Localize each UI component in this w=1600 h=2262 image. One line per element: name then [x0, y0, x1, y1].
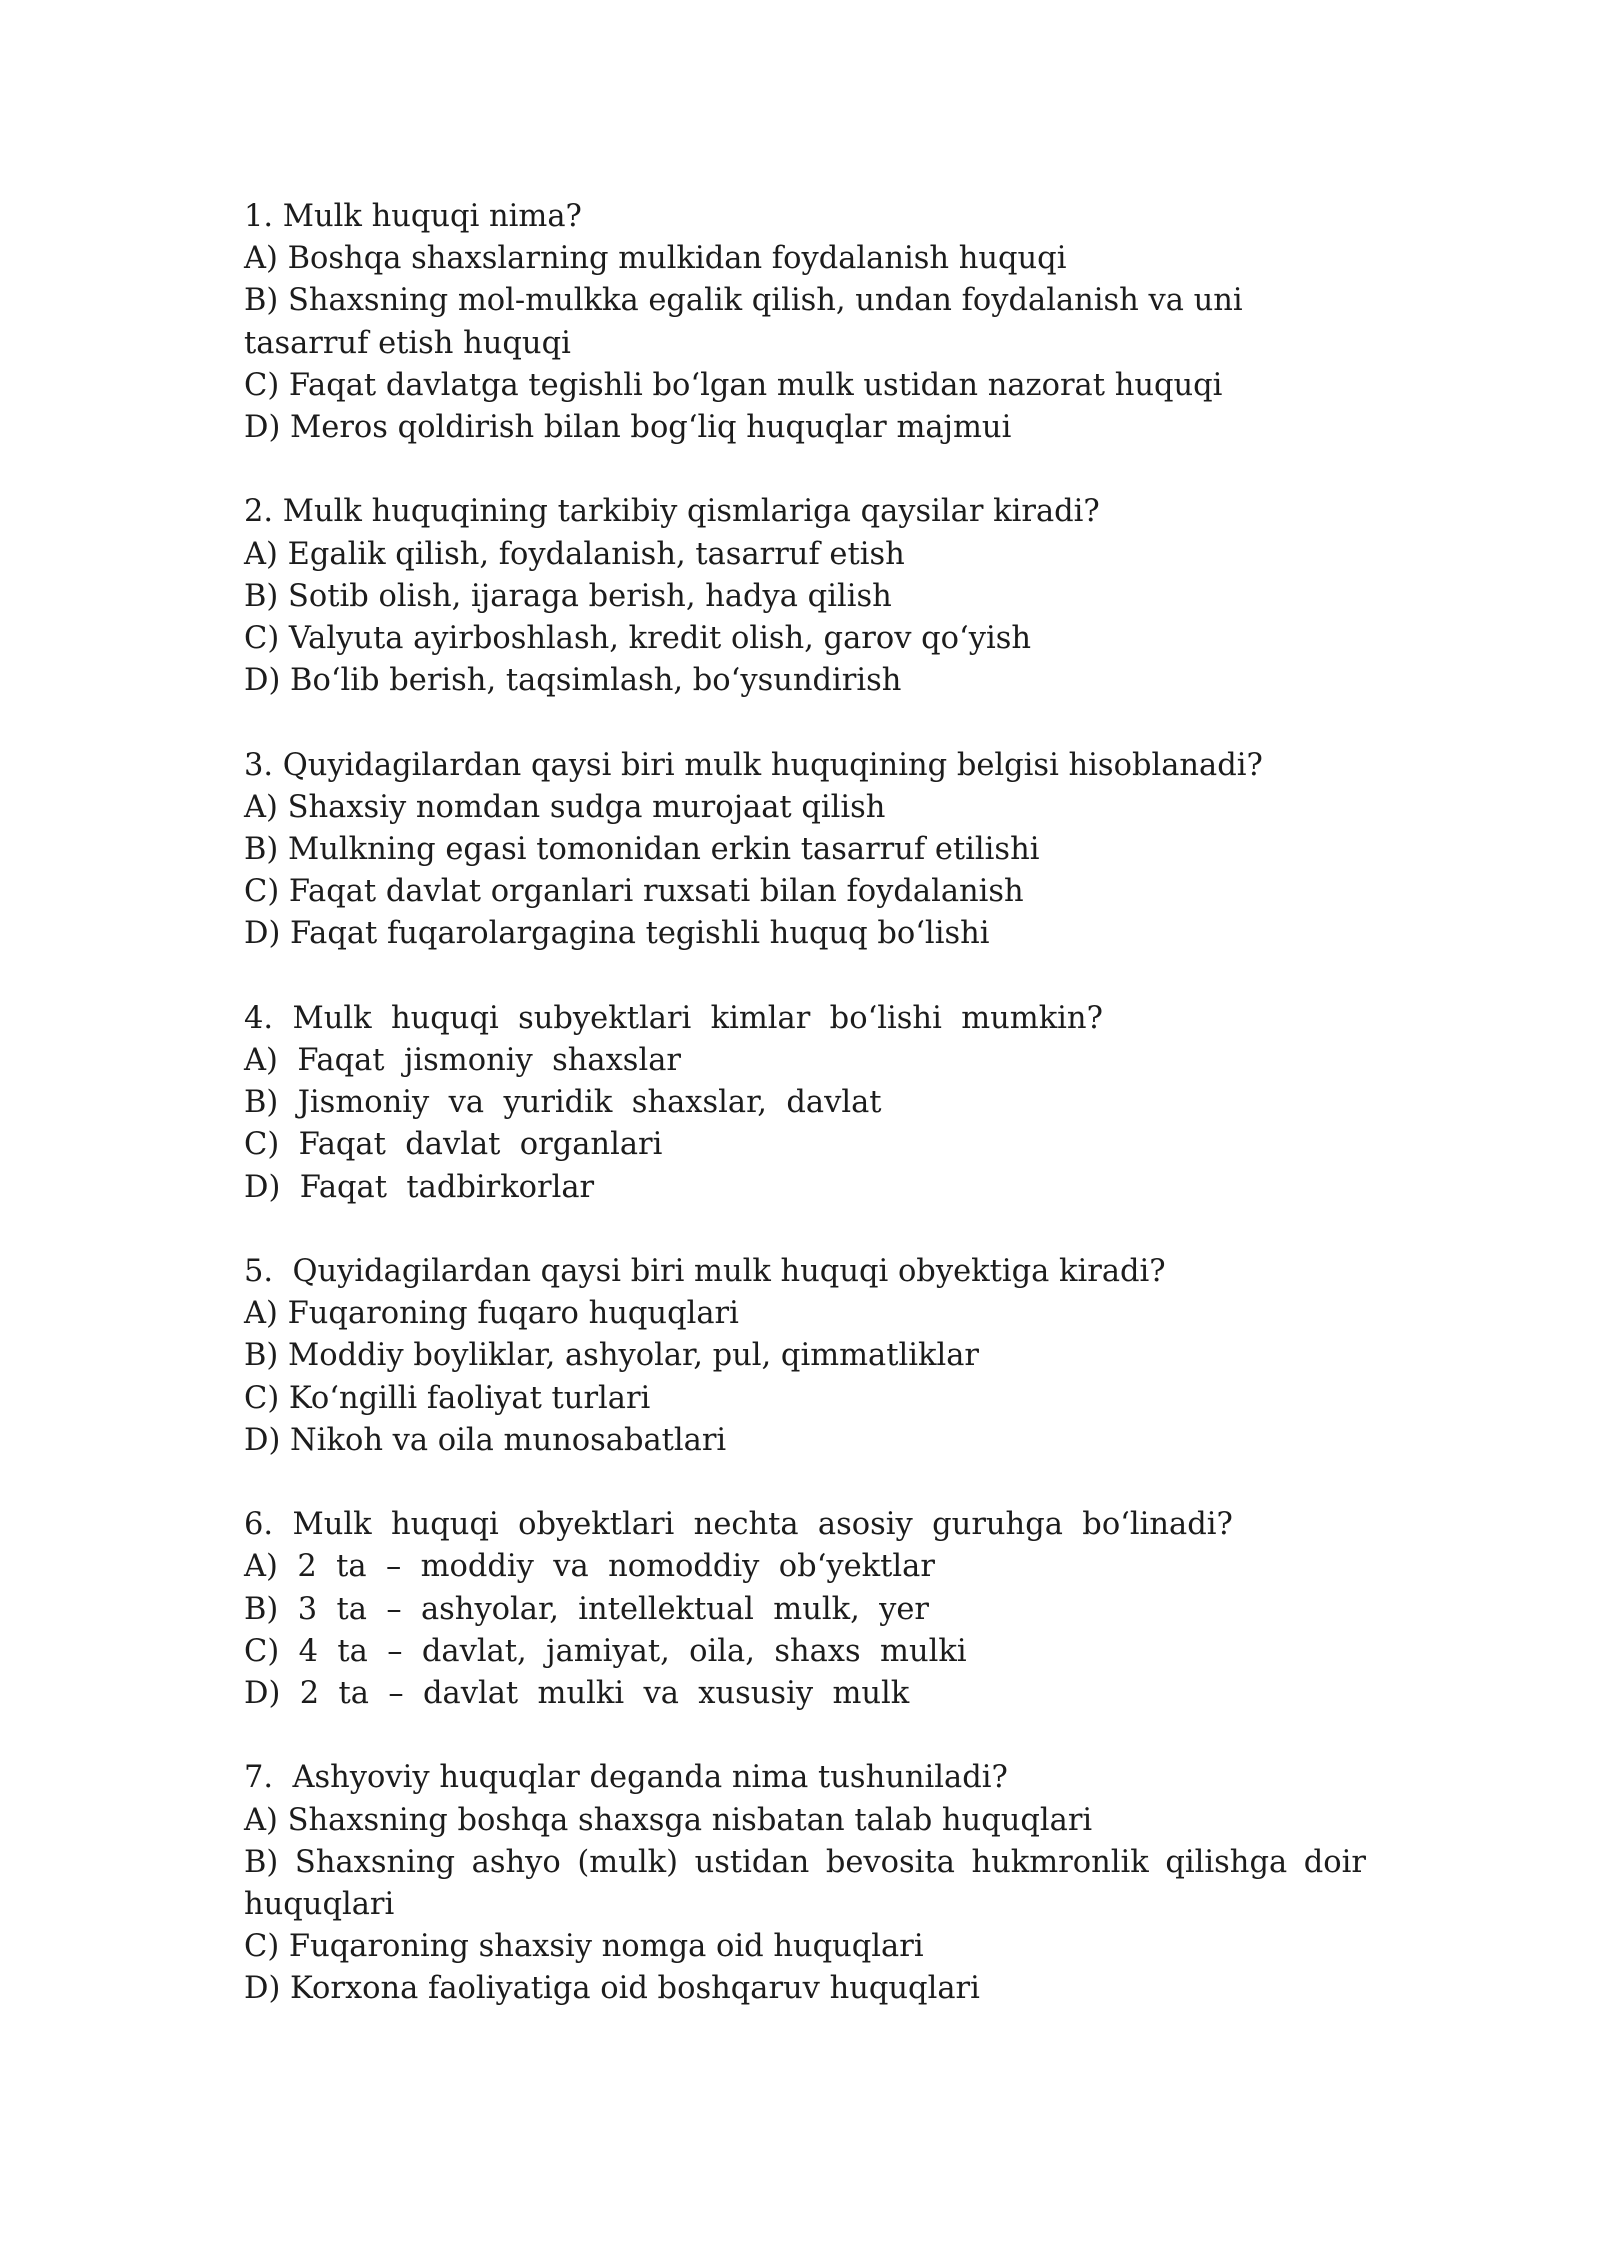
answer-option-b: B) Shaxsning mol-mulkka egalik qilish, undan foydalanish va uni tasarruf etish huquqi [244, 283, 1253, 361]
answer-option-d: D) Boʻlib berish, taqsimlash, boʻysundirish [244, 663, 902, 699]
question-stem: 4. Mulk huquqi subyektlari kimlar boʻlishi mumkin? [244, 1000, 1103, 1036]
answer-option-d: D) Faqat tadbirkorlar [244, 1169, 595, 1205]
answer-option-b: B) Jismoniy va yuridik shaxslar, davlat [244, 1085, 882, 1121]
answer-option-d: D) Meros qoldirish bilan bogʻliq huquqlar majmui [244, 410, 1012, 446]
answer-option-d: D) 2 ta – davlat mulki va xususiy mulk [244, 1676, 910, 1712]
answer-option-b: B) Mulkning egasi tomonidan erkin tasarruf etilishi [244, 832, 1040, 868]
question-5 [244, 1251, 1366, 1462]
question-stem: 3. Quyidagilardan qaysi biri mulk huquqining belgisi hisoblanadi? [244, 747, 1263, 783]
question-stem: 7. Ashyoviy huquqlar deganda nima tushuniladi? [244, 1760, 1008, 1796]
question-stem: 2. Mulk huquqining tarkibiy qismlariga qaysilar kiradi? [244, 494, 1100, 530]
answer-option-c: C) Valyuta ayirboshlash, kredit olish, garov qoʻyish [244, 621, 1031, 657]
question-stem: 1. Mulk huquqi nima? [244, 199, 582, 234]
answer-option-b: B) Shaxsning ashyo (mulk) ustidan bevosita hukmronlik qilishga doir huquqlari [244, 1844, 1366, 1923]
question-list [244, 196, 1366, 2053]
answer-option-a: A) 2 ta – moddiy va nomoddiy obʻyektlar [244, 1549, 935, 1585]
answer-option-b: B) 3 ta – ashyolar, intellektual mulk, yer [244, 1591, 930, 1627]
answer-option-d: D) Nikoh va oila munosabatlari [244, 1422, 727, 1458]
answer-option-a: A) Egalik qilish, foydalanish, tasarruf etish [244, 536, 905, 572]
answer-option-a: A) Shaxsning boshqa shaxsga nisbatan talab huquqlari [244, 1802, 1093, 1838]
answer-option-c: C) Faqat davlatga tegishli boʻlgan mulk ustidan nazorat huquqi [244, 367, 1223, 403]
question-3 [244, 745, 1366, 956]
answer-option-c: C) 4 ta – davlat, jamiyat, oila, shaxs mulki [244, 1633, 967, 1669]
question-stem: 6. Mulk huquqi obyektlari nechta asosiy guruhga boʻlinadi? [244, 1507, 1233, 1543]
answer-option-a: A) Faqat jismoniy shaxslar [244, 1043, 681, 1079]
question-2 [244, 491, 1366, 702]
answer-option-c: C) Faqat davlat organlari ruxsati bilan foydalanish [244, 874, 1024, 910]
question-6 [244, 1504, 1366, 1715]
question-1 [244, 196, 1366, 449]
question-4 [244, 998, 1366, 1209]
answer-option-c: C) Koʻngilli faoliyat turlari [244, 1380, 651, 1416]
answer-option-b: B) Moddiy boyliklar, ashyolar, pul, qimmatliklar [244, 1338, 980, 1374]
answer-option-a: A) Boshqa shaxslarning mulkidan foydalanish huquqi [244, 241, 1067, 277]
answer-option-a: A) Fuqaroning fuqaro huquqlari [244, 1296, 739, 1332]
answer-option-b: B) Sotib olish, ijaraga berish, hadya qilish [244, 578, 892, 614]
answer-option-a: A) Shaxsiy nomdan sudga murojaat qilish [244, 789, 886, 825]
answer-option-c: C) Faqat davlat organlari [244, 1127, 663, 1163]
question-7 [244, 1757, 1366, 2010]
answer-option-d: D) Korxona faoliyatiga oid boshqaruv huquqlari [244, 1971, 980, 2007]
answer-option-c: C) Fuqaroning shaxsiy nomga oid huquqlari [244, 1929, 924, 1965]
question-stem: 5. Quyidagilardan qaysi biri mulk huquqi obyektiga kiradi? [244, 1254, 1166, 1290]
answer-option-d: D) Faqat fuqarolargagina tegishli huquq boʻlishi [244, 916, 990, 952]
